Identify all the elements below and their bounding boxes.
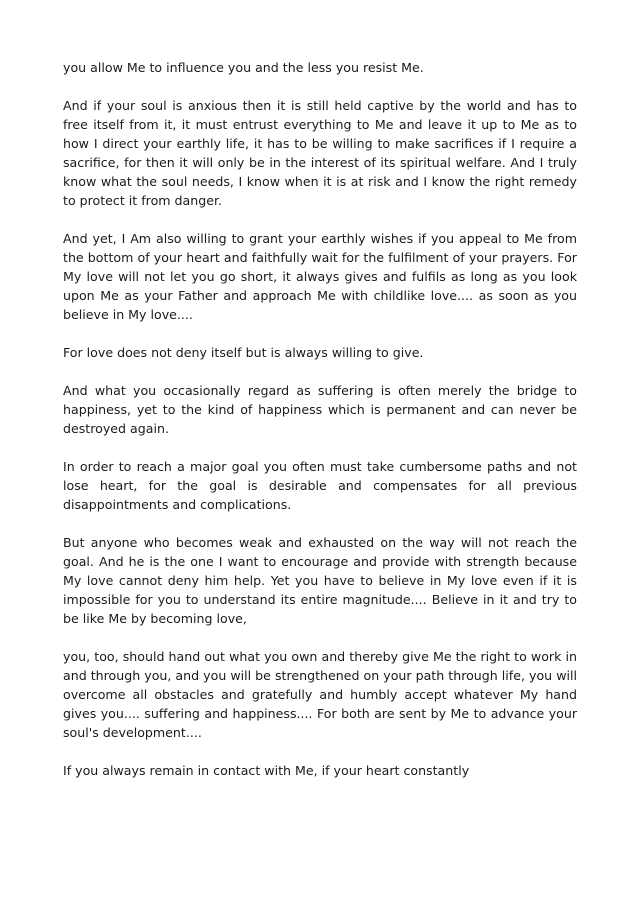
paragraph: But anyone who becomes weak and exhausted on the way will not reach the goal. And he is the one I want to encourage and provide with strength because My love cannot deny him help. Yet you have to believe in My love even if it is impossible for you to understand its entire magnitude.... Believe in it and try to be like Me by becoming love,	[63, 535, 577, 626]
paragraph: For love does not deny itself but is always willing to give.	[63, 345, 424, 360]
paragraph: And yet, I Am also willing to grant your earthly wishes if you appeal to Me from the bottom of your heart and faithfully wait for the fulfilment of your prayers. For My love will not let you go short, it always gives and fulfils as long as you look upon Me as your Father and approach Me with childlike love.... as soon as you believe in My love....	[63, 231, 577, 322]
paragraph: In order to reach a major goal you often must take cumbersome paths and not lose heart, for the goal is desirable and compensates for all previous disappointments and complications.	[63, 459, 577, 512]
paragraph: If you always remain in contact with Me, if your heart constantly	[63, 763, 470, 778]
paragraph: And what you occasionally regard as suffering is often merely the bridge to happiness, yet to the kind of happiness which is permanent and can never be destroyed again.	[63, 383, 577, 436]
paragraph: you, too, should hand out what you own and thereby give Me the right to work in and through you, and you will be strengthened on your path through life, you will overcome all obstacles and gratefully and humbly accept whatever My hand gives you.... suffering and happiness.... For both are sent by Me to advance your soul's development....	[63, 649, 577, 740]
paragraph: you allow Me to influence you and the less you resist Me.	[63, 60, 424, 75]
paragraph: And if your soul is anxious then it is still held captive by the world and has to free itself from it, it must entrust everything to Me and leave it up to Me as to how I direct your earthly life, it has to be willing to make sacrifices if I require a sacrifice, for then it will only be in the interest of its spiritual welfare. And I truly know what the soul needs, I know when it is at risk and I know the right remedy to protect it from danger.	[63, 98, 577, 208]
body-text	[63, 58, 577, 799]
